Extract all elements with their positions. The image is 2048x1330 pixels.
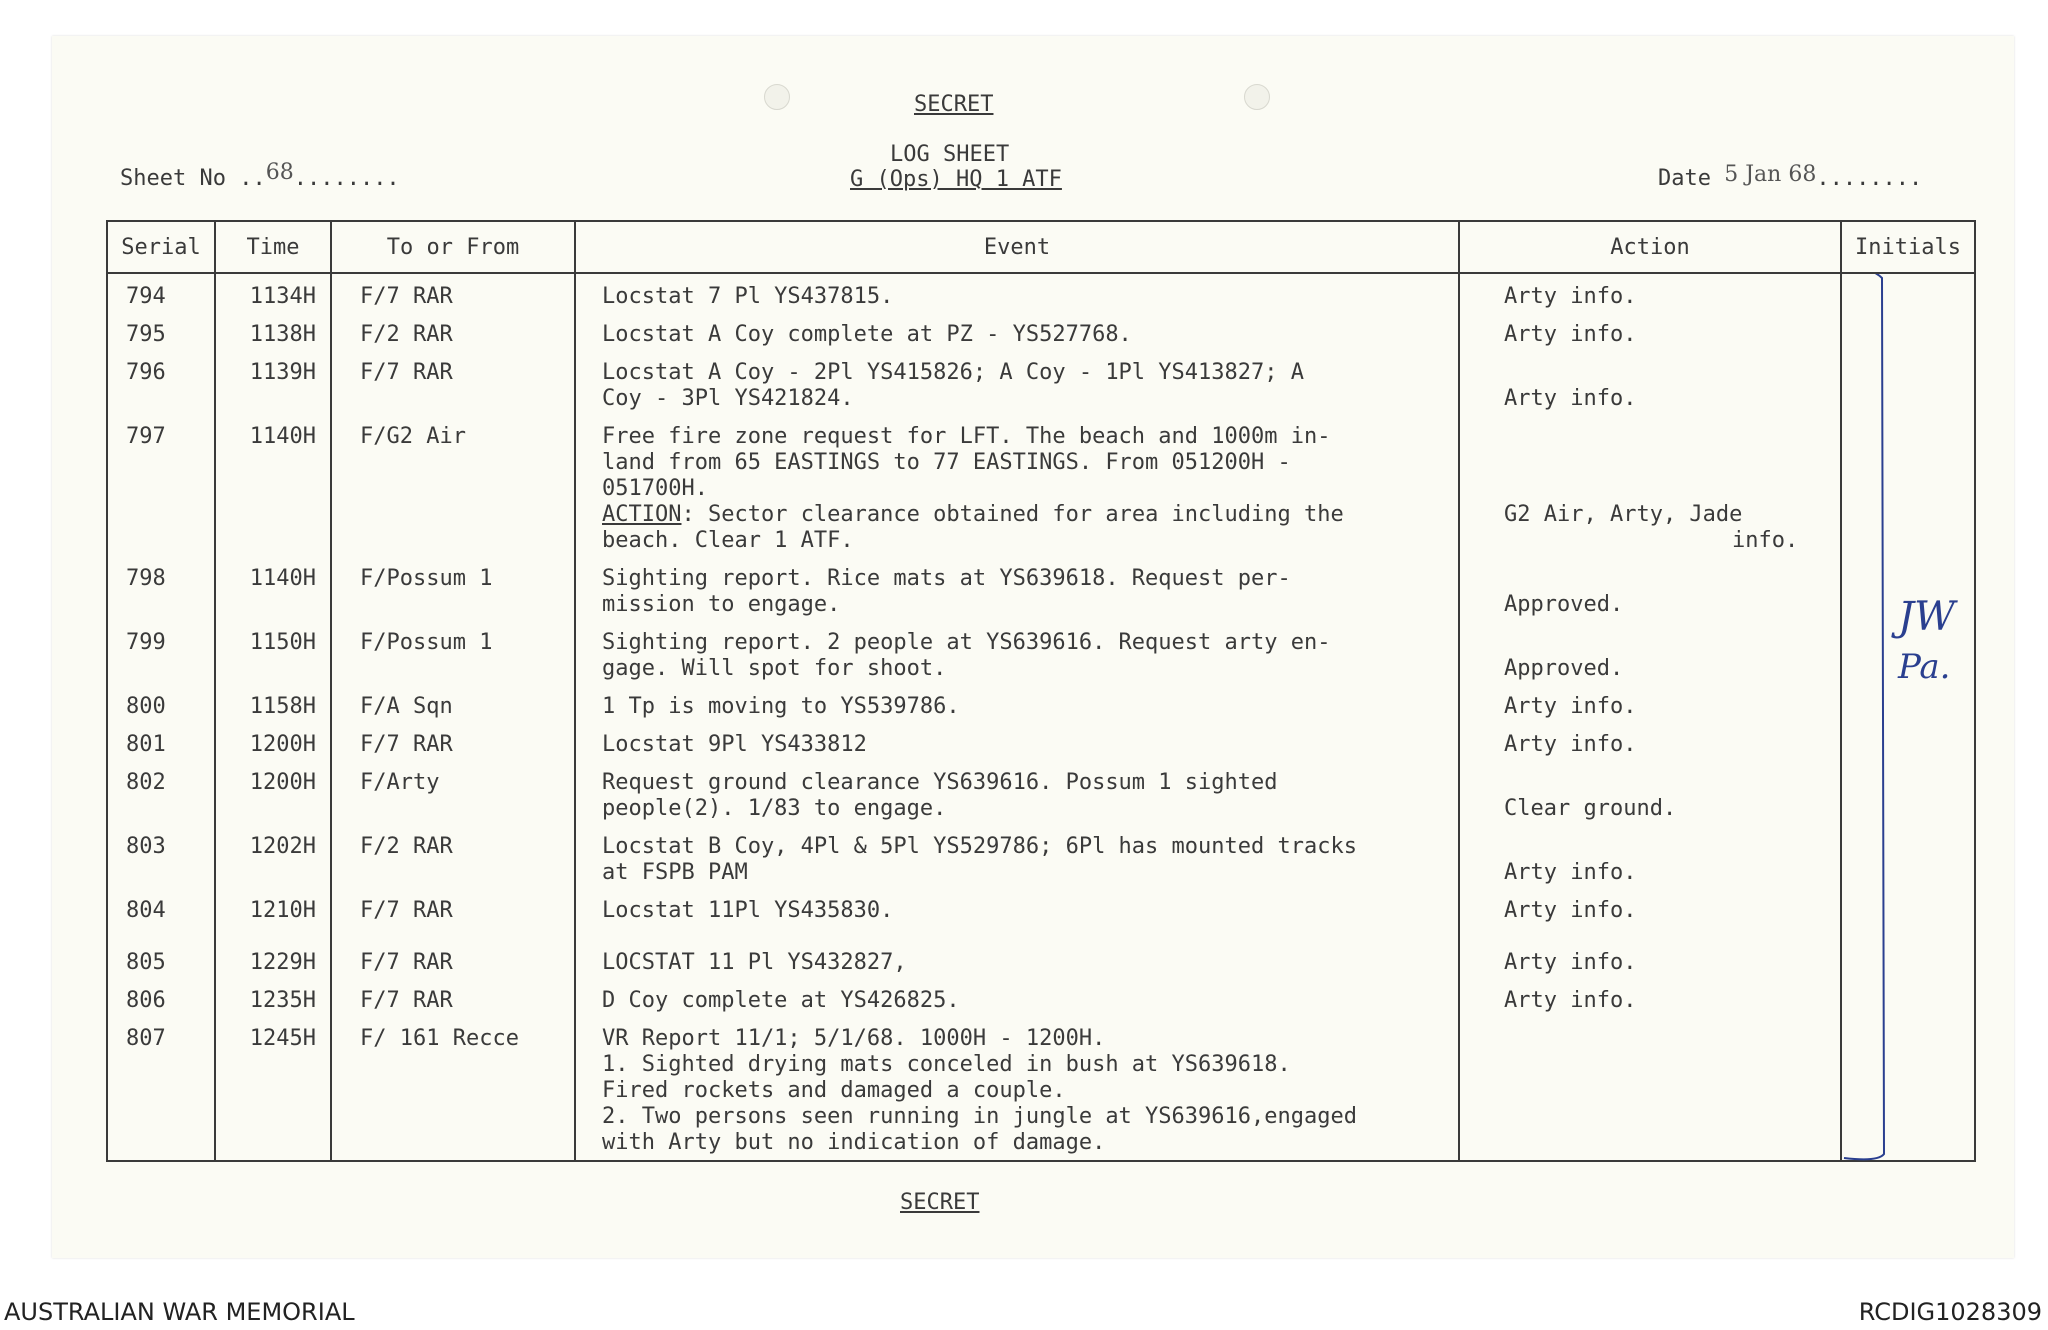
event-797: Free fire zone request for LFT. The beach and 1000m in- land from 65 EASTINGS to 77 EASTINGS. From 051200H - 051700H. [602, 424, 1331, 501]
event-799: Sighting report. 2 people at YS639616. Request arty en- gage. Will spot for shoot. [602, 630, 1331, 681]
event-797-action: ACTION: Sector clearance obtained for area including the [602, 502, 1344, 527]
event-803: Locstat B Coy, 4Pl & 5Pl YS529786; 6Pl has mounted tracks at FSPB PAM [602, 834, 1357, 885]
sheet-number-label: Sheet No [120, 166, 226, 191]
action-797-cont: info. [1732, 528, 1799, 553]
action-803: Arty info. [1504, 860, 1637, 885]
action-794: Arty info. [1504, 284, 1637, 309]
classification-bottom: SECRET [900, 1190, 980, 1215]
event-807: VR Report 11/1; 5/1/68. 1000H - 1200H. 1. Sighted drying mats conceled in bush at YS639618. Fired rockets and damaged a couple. 2. Two persons seen running in jungle at YS639616,engaged with Arty but no indication of damage. [602, 1026, 1357, 1155]
event-798: Sighting report. Rice mats at YS639618. Request per- mission to engage. [602, 566, 1291, 617]
log-table-header [107, 221, 1975, 273]
sheet-date-label: Date [1658, 166, 1711, 191]
action-806: Arty info. [1504, 988, 1637, 1013]
event-797-action-cont: beach. Clear 1 ATF. [602, 528, 854, 553]
action-797: G2 Air, Arty, Jade [1504, 502, 1743, 527]
action-798: Approved. [1504, 592, 1624, 617]
column-header-action: Action [1459, 221, 1841, 273]
event-806: D Coy complete at YS426825. [602, 988, 960, 1013]
initials-bracket [1842, 274, 1976, 1166]
action-800: Arty info. [1504, 694, 1637, 719]
table-row [107, 273, 1975, 1161]
event-804: Locstat 11Pl YS435830. [602, 898, 894, 923]
action-796: Arty info. [1504, 386, 1637, 411]
cell-event [575, 273, 1459, 1161]
event-801: Locstat 9Pl YS433812 [602, 732, 867, 757]
log-sheet-title: LOG SHEET [890, 142, 1010, 167]
cell-serial: 794 795 796 797 798 799 800 801 802 803 804 805 806 807 [107, 273, 215, 1161]
footer-left: AUSTRALIAN WAR MEMORIAL [4, 1298, 355, 1326]
log-sheet-unit: G (Ops) HQ 1 ATF [850, 167, 1062, 192]
action-799: Approved. [1504, 656, 1624, 681]
column-header-time: Time [215, 221, 331, 273]
event-794: Locstat 7 Pl YS437815. [602, 284, 894, 309]
action-802: Clear ground. [1504, 796, 1677, 821]
event-795: Locstat A Coy complete at PZ - YS527768. [602, 322, 1132, 347]
cell-initials [1841, 273, 1975, 1161]
classification-top: SECRET [914, 92, 994, 117]
sheet-date: Date 5 Jan 68........ [1658, 162, 1923, 191]
initials-handwritten-1: JW [1898, 594, 1956, 640]
event-797-action-label: ACTION [602, 502, 682, 527]
sheet-date-value: 5 Jan 68 [1724, 162, 1817, 187]
footer-right: RCDIG1028309 [1858, 1298, 2042, 1326]
event-800: 1 Tp is moving to YS539786. [602, 694, 960, 719]
action-801: Arty info. [1504, 732, 1637, 757]
column-header-serial: Serial [107, 221, 215, 273]
event-805: LOCSTAT 11 Pl YS432827, [602, 950, 907, 975]
event-796: Locstat A Coy - 2Pl YS415826; A Coy - 1Pl YS413827; A Coy - 3Pl YS421824. [602, 360, 1304, 411]
cell-action [1459, 273, 1841, 1161]
sheet-number-value: 68 [265, 160, 294, 185]
action-795: Arty info. [1504, 322, 1637, 347]
action-805: Arty info. [1504, 950, 1637, 975]
log-table [106, 220, 1976, 1162]
punch-hole-right [1244, 84, 1270, 110]
column-header-event: Event [575, 221, 1459, 273]
cell-to-or-from: F/7 RAR F/2 RAR F/7 RAR F/G2 Air F/Possum 1 F/Possum 1 F/A Sqn F/7 RAR F/Arty F/2 RAR F/7 RAR F/7 RAR F/7 RAR F/ 161 Recce [331, 273, 575, 1161]
column-header-to-or-from: To or From [331, 221, 575, 273]
column-header-initials: Initials [1841, 221, 1975, 273]
action-804: Arty info. [1504, 898, 1637, 923]
cell-time: 1134H 1138H 1139H 1140H 1140H 1150H 1158H 1200H 1200H 1202H 1210H 1229H 1235H 1245H [215, 273, 331, 1161]
punch-hole-left [764, 84, 790, 110]
initials-handwritten-2: Pa. [1898, 647, 1951, 687]
event-802: Request ground clearance YS639616. Possum 1 sighted people(2). 1/83 to engage. [602, 770, 1278, 821]
sheet-number: Sheet No ..68........ [120, 160, 400, 191]
